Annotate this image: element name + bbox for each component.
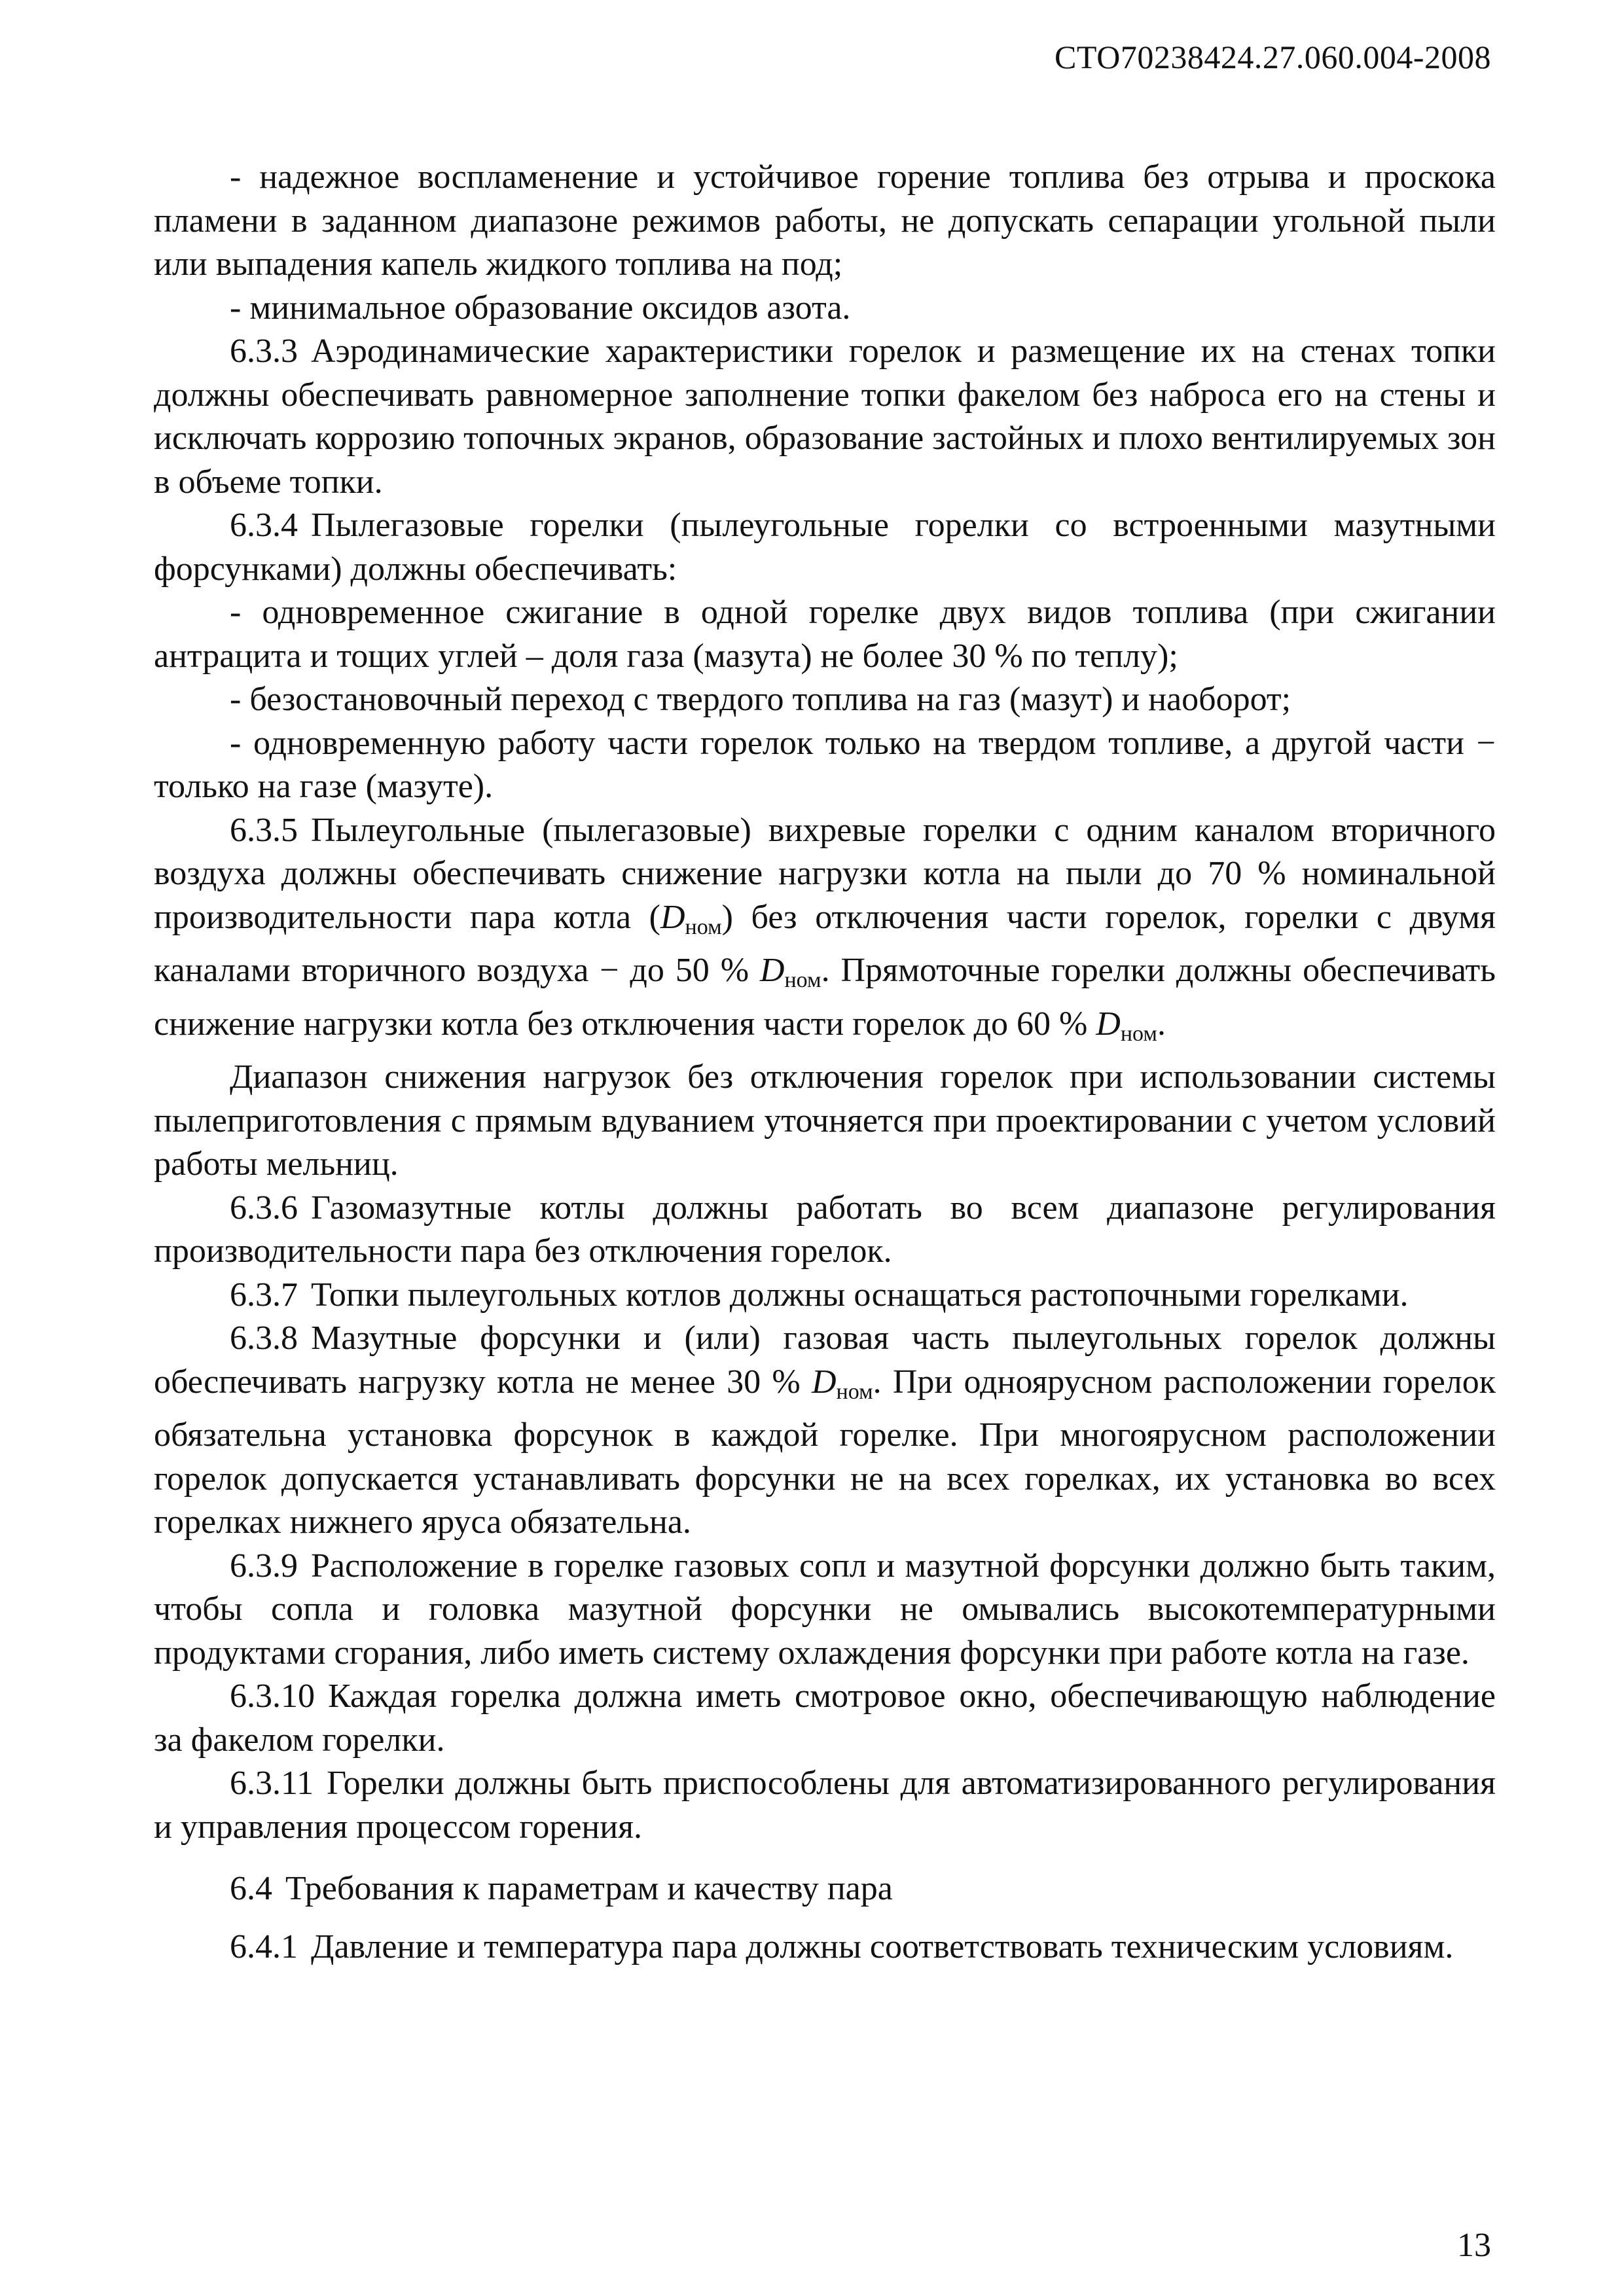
d-nom-subscript: ном (685, 914, 722, 939)
clause-6-3-9 (154, 1545, 1496, 1676)
list-item-transition: - безостановочный переход с твердого топлива на газ (мазут) и наоборот; (230, 681, 1291, 718)
paragraph-load-range: Диапазон снижения нагрузок без отключения горелок при использовании системы пылеприготовления с прямым вдуванием уточняется при проектировании с учетом условий работы мельниц. (154, 1058, 1496, 1183)
clause-6-4-1 (154, 1926, 1496, 1969)
clause-6-3-6 (154, 1187, 1496, 1274)
clause-6-3-11 (154, 1762, 1496, 1849)
clause-text-part: Мазутные форсунки и (или) газовая часть пылеугольных горелок должны обеспечивать нагрузку котла не менее 30 % (154, 1319, 1496, 1401)
clause-text-part: Пылеугольные (пылегазовые) вихревые горелки с одним каналом вторичного воздуха должны обеспечивать снижение нагрузки котла на пыли до 70 % номинальной производительности пара котла ( (154, 811, 1496, 936)
d-symbol: D (811, 1363, 837, 1401)
clause-text: Топки пылеугольных котлов должны оснащаться растопочными горелками. (311, 1276, 1409, 1314)
list-item-nox: - минимальное образование оксидов азота. (230, 289, 851, 327)
clause-number: 6.3.9 (230, 1547, 298, 1585)
clause-6-3-3 (154, 330, 1496, 504)
d-nom-subscript: ном (784, 968, 821, 992)
clause-6-3-7 (154, 1274, 1496, 1318)
document-code-header: СТО70238424.27.060.004-2008 (1055, 39, 1491, 75)
list-item-split-operation: - одновременную работу части горелок только на твердом топливе, а другой части − только на газе (мазуте). (154, 724, 1496, 805)
clause-number: 6.3.3 (230, 332, 298, 370)
clause-number: 6.3.6 (230, 1189, 298, 1227)
clause-6-3-5 (154, 809, 1496, 1056)
clause-6-3-8 (154, 1317, 1496, 1545)
d-nom-subscript: ном (836, 1379, 873, 1404)
section-heading-6-4 (154, 1867, 1496, 1911)
d-nom-symbol (812, 1363, 837, 1401)
clause-text-part: . При одноярусном расположении горелок обязательна установка форсунок в каждой горелке. При многоярусном расположении горелок допускается устанавливать форсунки не на всех горелках, их установка во всех горелках нижнего яруса обязательна. (154, 1363, 1496, 1541)
list-item-ignition: - надежное воспламенение и устойчивое горение топлива без отрыва и проскока пламени в заданном диапазоне режимов работы, не допускать сепарации угольной пыли или выпадения капель жидкого топлива на под; (154, 158, 1496, 283)
d-nom-symbol (1096, 1005, 1121, 1043)
d-symbol: D (1096, 1005, 1121, 1043)
clause-6-3-4 (154, 504, 1496, 591)
d-nom-symbol (660, 899, 685, 936)
clause-text: Давление и температура пара должны соответствовать техническим условиям. (311, 1928, 1454, 1965)
clause-text: Аэродинамические характеристики горелок и размещение их на стенах топки должны обеспечивать равномерное заполнение топки факелом без наброса его на стены и исключать коррозию топочных экранов, образование застойных и плохо вентилируемых зон в объеме топки. (154, 332, 1496, 501)
clause-number: 6.3.4 (230, 507, 298, 544)
d-symbol: D (759, 952, 785, 989)
list-item-simultaneous-firing: - одновременное сжигание в одной горелке двух видов топлива (при сжигании антрацита и тощих углей – доля газа (мазута) не более 30 % по теплу); (154, 594, 1496, 675)
clause-number: 6.3.7 (230, 1276, 298, 1314)
d-nom-symbol (760, 952, 785, 989)
clause-text-part: . (1157, 1005, 1166, 1043)
d-nom-subscript: ном (1120, 1021, 1157, 1046)
clause-text: Горелки должны быть приспособлены для автоматизированного регулирования и управления процессом горения. (154, 1765, 1496, 1846)
clause-text: Каждая горелка должна иметь смотровое окно, обеспечивающую наблюдение за факелом горелки. (154, 1677, 1496, 1759)
d-symbol: D (660, 898, 685, 936)
clause-text: Газомазутные котлы должны работать во всем диапазоне регулирования производительности пара без отключения горелок. (154, 1189, 1496, 1270)
clause-text-part: . Прямоточные горелки должны обеспечивать снижение нагрузки котла без отключения части горелок до 60 % (154, 952, 1496, 1043)
page-number: 13 (1457, 2227, 1491, 2264)
clause-number: 6.3.10 (230, 1677, 315, 1715)
section-title: Требования к параметрам и качеству пара (285, 1870, 893, 1907)
clause-6-3-10 (154, 1675, 1496, 1762)
clause-number: 6.3.8 (230, 1319, 298, 1357)
clause-text: Пылегазовые горелки (пылеугольные горелки со встроенными мазутными форсунками) должны обеспечивать: (154, 507, 1496, 588)
document-body (154, 156, 1496, 1969)
clause-number: 6.4.1 (230, 1928, 298, 1965)
clause-number: 6.3.5 (230, 811, 298, 849)
clause-number: 6.3.11 (230, 1765, 314, 1802)
clause-text: Расположение в горелке газовых сопл и мазутной форсунки должно быть таким, чтобы сопла и головка мазутной форсунки не омывались высокотемпературными продуктами сгорания, либо иметь систему охлаждения форсунки при работе котла на газе. (154, 1547, 1496, 1672)
clause-text-part: ) без отключения части горелок, горелки с двумя каналами вторичного воздуха − до 50 % (154, 898, 1496, 989)
section-number: 6.4 (230, 1870, 272, 1907)
